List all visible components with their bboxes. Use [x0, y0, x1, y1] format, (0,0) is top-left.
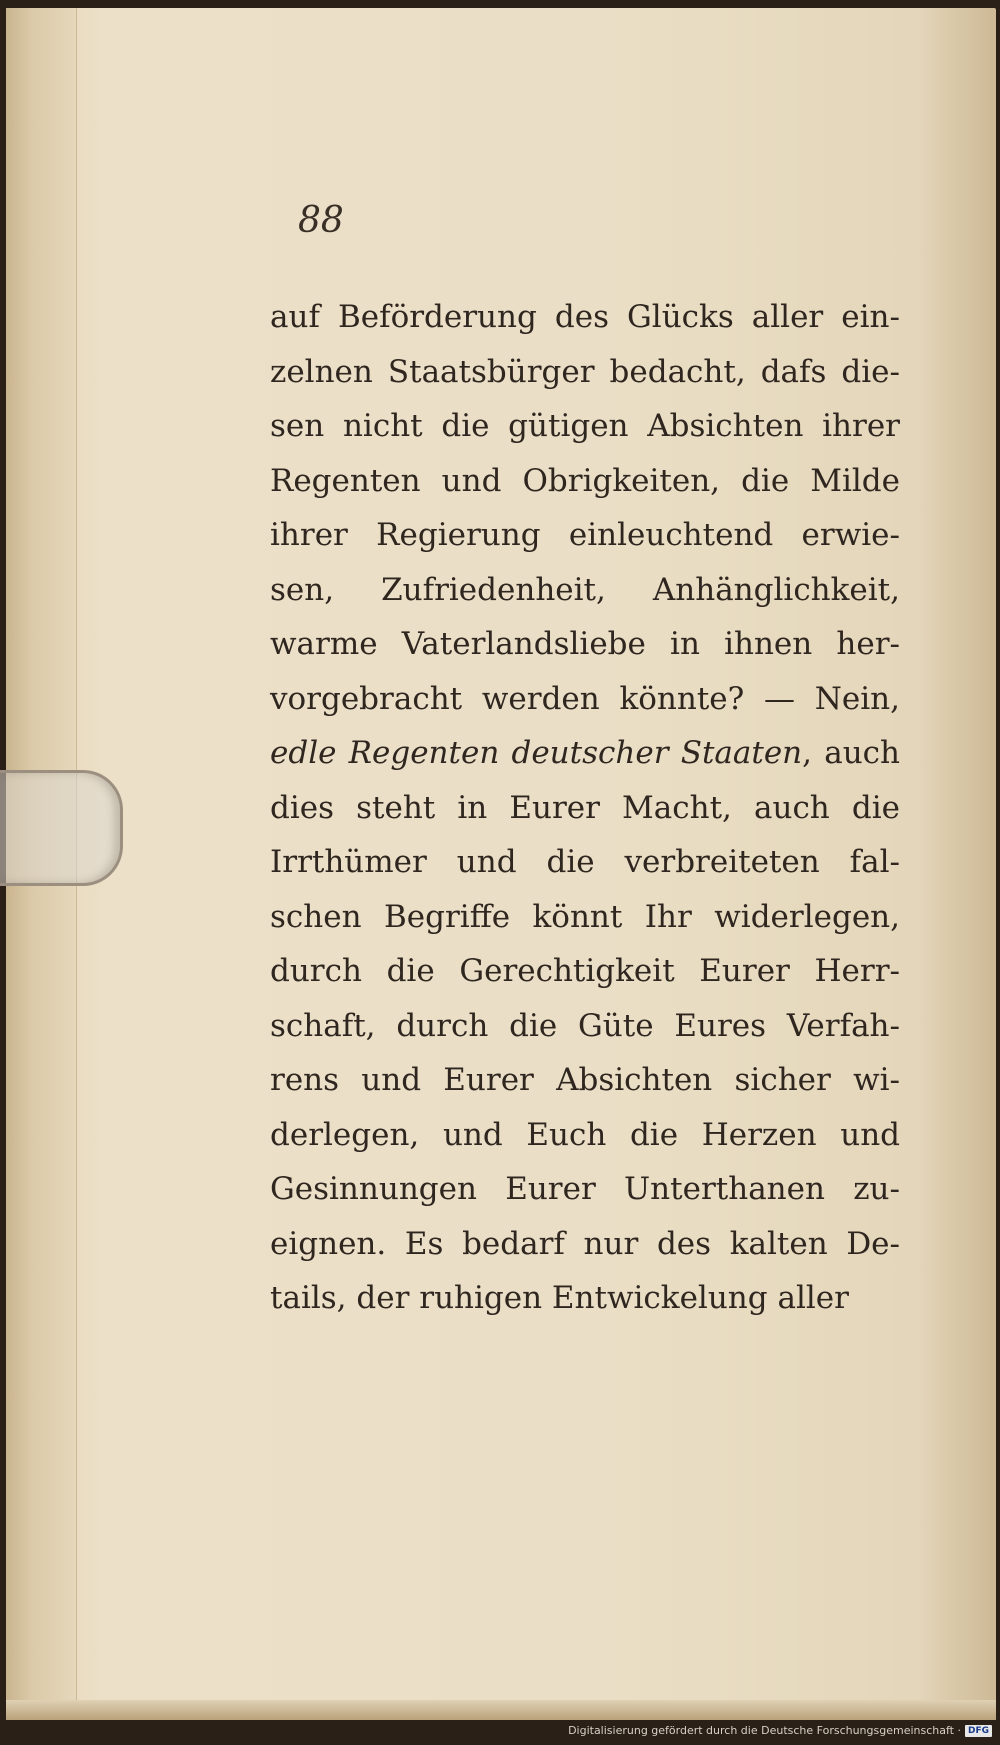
text-line — [270, 944, 900, 999]
text-run: dies steht in Eurer Macht, auch die — [270, 789, 900, 826]
text-line — [270, 1162, 900, 1217]
text-run: schen Begriffe könnt Ihr widerlegen, — [270, 898, 900, 935]
text-run: , auch — [802, 735, 901, 771]
text-run: eignen. Es bedarf nur des kalten De- — [270, 1225, 900, 1262]
credit-text: Digitalisierung gefördert durch die Deutsche Forschungsgemeinschaft · — [568, 1724, 961, 1737]
text-line — [270, 508, 900, 563]
text-run: Irrthümer und die verbreiteten fal- — [270, 844, 900, 880]
text-run: auf Beförderung des Glücks aller ein- — [270, 299, 900, 335]
text-run: warme Vaterlandsliebe in ihnen her- — [270, 626, 900, 662]
text-run: zelnen Staatsbürger bedacht, dafs die- — [270, 353, 900, 390]
text-line — [270, 672, 900, 727]
text-line — [270, 726, 900, 781]
text-run: durch die Gerechtigkeit Eurer Herr- — [270, 953, 900, 989]
text-line — [270, 781, 900, 836]
text-run: ihrer Regierung einleuchtend erwie- — [270, 517, 900, 553]
text-run: rens und Eurer Absichten sicher wi- — [270, 1062, 900, 1098]
page-bottom-edge — [6, 1700, 996, 1720]
text-line — [270, 290, 900, 345]
text-line — [270, 563, 900, 618]
text-run: schaft, durch die Güte Eures Verfah- — [270, 1007, 900, 1044]
text-run: tails, der ruhigen Entwickelung aller — [270, 1280, 849, 1316]
text-run: derlegen, und Euch die Herzen und — [270, 1116, 900, 1153]
text-line — [270, 835, 900, 890]
digitization-credit — [568, 1724, 992, 1737]
text-run: sen nicht die gütigen Absichten ihrer — [270, 408, 900, 444]
text-line — [270, 399, 900, 454]
text-line — [270, 454, 900, 509]
text-line — [270, 1271, 900, 1326]
text-line — [270, 999, 900, 1054]
text-line — [270, 345, 900, 400]
text-run: Regenten und Obrigkeiten, die Milde — [270, 462, 900, 499]
italic-phrase: edle Regenten deutscher Staaten — [270, 735, 803, 771]
text-line — [270, 617, 900, 672]
text-line — [270, 890, 900, 945]
text-line — [270, 1053, 900, 1108]
page-clip — [0, 770, 123, 886]
text-run: Gesinnungen Eurer Unterthanen zu- — [270, 1171, 900, 1207]
text-line — [270, 1108, 900, 1163]
dfg-logo: DFG — [965, 1725, 992, 1737]
text-line — [270, 1217, 900, 1272]
body-text — [270, 290, 900, 1326]
text-run: sen, Zufriedenheit, Anhänglichkeit, — [270, 571, 900, 608]
page-number: 88 — [298, 200, 344, 241]
text-run: vorgebracht werden könnte? — Nein, — [270, 680, 900, 717]
